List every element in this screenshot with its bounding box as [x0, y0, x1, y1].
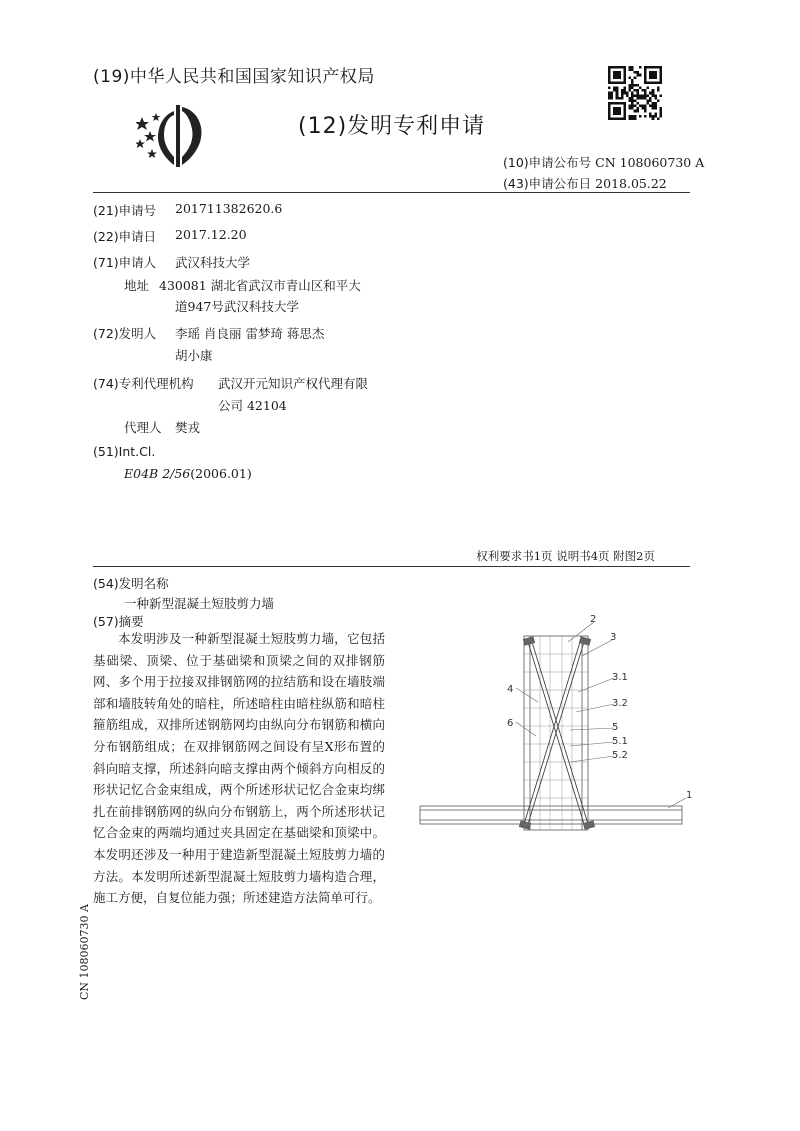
agency-line-1: 武汉开元知识产权代理有限 — [218, 376, 369, 391]
pages-info: 权利要求书1页 说明书4页 附图2页 — [476, 549, 655, 563]
header-divider — [93, 192, 690, 193]
publication-date-label: (43)申请公布日 — [503, 176, 592, 191]
label-4: 4 — [507, 684, 514, 695]
shear-wall-drawing — [412, 612, 694, 844]
abstract-label: (57)摘要 — [93, 614, 144, 629]
side-publication-number: CN 108060730 A — [78, 904, 91, 1000]
qr-code-icon — [608, 66, 662, 120]
label-5-2: 5.2 — [612, 750, 628, 761]
applicant-label: (71)申请人 — [93, 255, 157, 270]
label-5: 5 — [612, 722, 619, 733]
label-1: 1 — [686, 790, 693, 801]
label-3-1: 3.1 — [612, 672, 628, 683]
document-type: (12)发明专利申请 — [298, 114, 486, 139]
inventors-line-1: 李瑶 肖良丽 雷梦琦 蒋思杰 — [175, 326, 325, 341]
section-divider — [93, 566, 690, 567]
base-beam — [420, 806, 682, 824]
invention-title: 一种新型混凝土短肢剪力墙 — [124, 596, 275, 611]
agency-label: (74)专利代理机构 — [93, 376, 194, 391]
applicant: 武汉科技大学 — [175, 255, 251, 270]
int-cl-code: E04B 2/56 — [124, 466, 191, 481]
publication-number-value: CN 108060730 A — [595, 155, 705, 170]
publication-number-label: (10)申请公布号 — [503, 155, 592, 170]
inventors-line-2: 胡小康 — [175, 348, 213, 363]
application-date: 2017.12.20 — [175, 227, 247, 242]
agent: 樊戎 — [175, 420, 201, 435]
address-line-2: 道947号武汉科技大学 — [175, 299, 299, 314]
label-2: 2 — [590, 614, 597, 625]
publication-number — [503, 153, 704, 171]
int-cl-entry — [124, 466, 252, 481]
inventors-label: (72)发明人 — [93, 326, 157, 341]
int-cl-label: (51)Int.Cl. — [93, 444, 156, 459]
title-label: (54)发明名称 — [93, 576, 169, 591]
application-number: 201711382620.6 — [175, 201, 283, 216]
label-3: 3 — [610, 632, 617, 643]
application-date-label: (22)申请日 — [93, 229, 157, 244]
publication-date — [503, 174, 667, 192]
issuing-office: (19)中华人民共和国国家知识产权局 — [93, 67, 375, 87]
agent-label: 代理人 — [124, 420, 162, 435]
cnipa-logo-icon — [136, 103, 222, 169]
publication-date-value: 2018.05.22 — [595, 176, 667, 191]
agency-line-2: 公司 42104 — [218, 398, 287, 413]
label-5-1: 5.1 — [612, 736, 628, 747]
abstract-text: 本发明涉及一种新型混凝土短肢剪力墙，它包括基础梁、顶梁、位于基础梁和顶梁之间的双排钢筋网、多个用于拉接双排钢筋网的拉结筋和设在墙肢端部和墙肢转角处的暗柱，所述暗柱由暗柱纵筋和暗柱箍筋组成，双排所述钢筋网均由纵向分布钢筋和横向分布钢筋组成；在双排钢筋网之间设有呈X形布置的斜向暗支撑，所述斜向暗支撑由两个倾斜方向相反的形状记忆合金束组成，两个所述形状记忆合金束均绑扎在前排钢筋网的纵向分布钢筋上，两个所述形状记忆合金束的两端均通过夹具固定在基础梁和顶梁中。本发明还涉及一种用于建造新型混凝土短肢剪力墙的方法。本发明所述新型混凝土短肢剪力墙构造合理，施工方便，自复位能力强；所述建造方法简单可行。 — [93, 631, 385, 906]
application-number-label: (21)申请号 — [93, 203, 157, 218]
int-cl-year: (2006.01) — [190, 466, 252, 481]
address-label: 地址 — [124, 278, 150, 293]
label-3-2: 3.2 — [612, 698, 628, 709]
address-line-1: 430081 湖北省武汉市青山区和平大 — [159, 278, 361, 293]
label-6: 6 — [507, 718, 514, 729]
